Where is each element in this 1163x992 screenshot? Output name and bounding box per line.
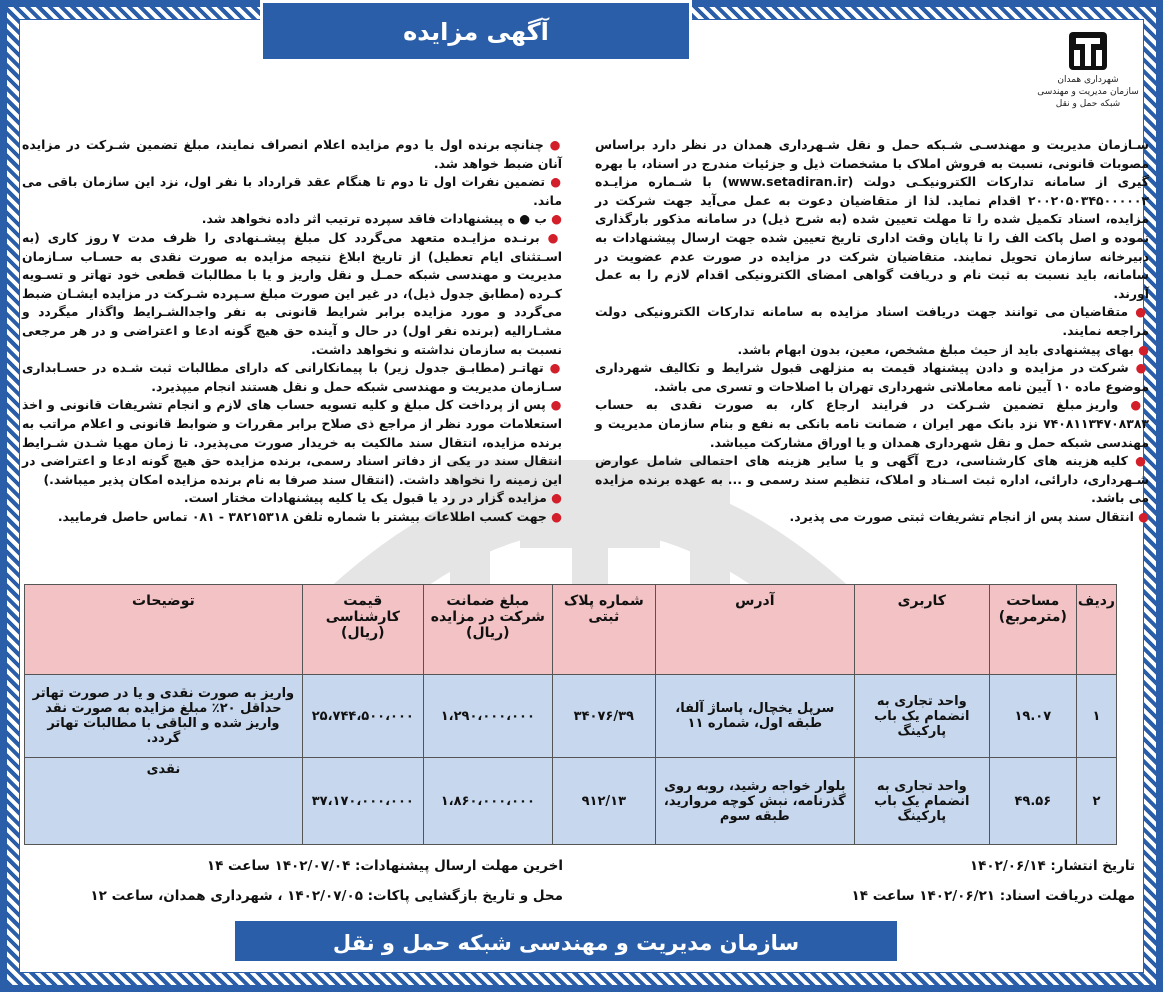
cell-usage: واحد تجاری به انضمام یک باب پارکینگ xyxy=(854,758,989,845)
bullet-icon: ● xyxy=(1128,304,1149,320)
condition-paragraph xyxy=(22,489,562,508)
bullet-icon: ● xyxy=(1128,360,1149,376)
conditions-right-column xyxy=(595,136,1149,526)
bullet-icon: ● xyxy=(1127,453,1149,469)
bullet-icon: ● xyxy=(545,174,562,190)
cell-address: سرپل یخچال، پاساژ آلفا، طبقه اول، شماره ۱۱ xyxy=(655,675,854,758)
condition-text: چنانچه برنده اول یا دوم مزایده اعلام انصراف نمایند، مبلغ تضمین شـرکت در مزایده آنان ضبط خواهد شد. xyxy=(22,137,562,171)
bullet-icon: ● xyxy=(1133,508,1149,524)
condition-paragraph xyxy=(22,229,562,359)
col-header-address: آدرس xyxy=(655,585,854,675)
condition-text: واریز مبلغ تضمین شـرکت در فرایند ارجاع کار، به صورت نقدی به حساب ۷۴۰۸۱۱۳۴۷۰۸۳۸۳ نزد بانک مهر ایران ، ضمانت نامه بانکی به نفع و بنام سازمان مدیریت و مهندسی شبکه حمل و نقل شهرداری همدان و یا اوراق مشارکت میباشد. xyxy=(595,397,1149,450)
condition-paragraph xyxy=(22,508,562,527)
conditions-left-column xyxy=(22,136,562,526)
auction-table xyxy=(24,584,1117,845)
condition-text: تضمین نفرات اول تا دوم تا هنگام عقد قرارداد با نفر اول، نزد این سازمان باقی می ماند. xyxy=(22,174,562,208)
table-header-row xyxy=(25,585,1117,675)
condition-text: کلیه هزینه های کارشناسی، درج آگهی و یا سایر هزینه های احتمالی شامل عوارض شـهرداری، دارائی، اداره ثبت اسـناد و املاک، تنظیم سند رسمی و ... به عهده برنده مزایده می باشد. xyxy=(595,453,1149,506)
bullet-icon: ● xyxy=(546,211,562,227)
cell-row-number: ۲ xyxy=(1076,758,1116,845)
bullet-icon: ● xyxy=(1133,341,1149,357)
cell-price: ۳۷،۱۷۰،۰۰۰،۰۰۰ xyxy=(302,758,423,845)
col-header-price: قیمت کارشناسی (ریال) xyxy=(302,585,423,675)
cell-plate: ۹۱۲/۱۳ xyxy=(552,758,655,845)
condition-text: شرکت در مزایده و دادن پیشنهاد قیمت به منزلهی قبول شرایط و تکالیف شهرداری موضوع ماده ۱۰ آیین نامه معاملاتی شهرداری تهران با اصلاحات و تسری می باشد. xyxy=(595,360,1149,394)
condition-paragraph xyxy=(595,452,1149,508)
condition-paragraph xyxy=(595,341,1149,360)
logo-city: شهرداری همدان xyxy=(1057,75,1119,85)
condition-paragraph xyxy=(595,303,1149,340)
table-row xyxy=(25,758,1117,845)
condition-text: جهت کسب اطلاعات بیشتر با شماره تلفن ۳۸۲۱۵۳۱۸ - ۰۸۱ تماس حاصل فرمایید. xyxy=(57,508,547,524)
col-header-row-number: ردیف xyxy=(1076,585,1116,675)
cell-price: ۲۵،۷۴۴،۵۰۰،۰۰۰ xyxy=(302,675,423,758)
cell-usage: واحد تجاری به انضمام یک باب پارکینگ xyxy=(854,675,989,758)
condition-text: متقاضیان می توانند جهت دریافت اسناد مزایده به سامانه تدارکات الکترونیکی دولت مراجعه نمایند. xyxy=(595,304,1149,338)
condition-paragraph xyxy=(595,359,1149,396)
bullet-icon: ● xyxy=(546,490,562,506)
cell-guarantee: ۱،۲۹۰،۰۰۰،۰۰۰ xyxy=(423,675,552,758)
condition-text: برنـده مزایـده متعهد می‌گردد کل مبلغ پیشـنهادی را ظرف مدت ۷ روز کاری (به اسـتثنای ایام تعطیل) از تاریخ ابلاغ نتیجه مزایده به صورت نقدی به حسـاب سـازمان مدیریت و مهندسی شبکه حمـل و نقل واریز و یا با مطالبات قطعی خود تهاتر و تسـویه کـرده (مطابق جدول ذیل)، در غیر این صورت مبلغ سـپرده شـرکت در مزایده ایشـان ضبط می‌گردد و مورد مزایده برابر شرایط قانونی به نفر واجدالشـرایط واگذار میگردد و مشـارالیه (برنده نفر اول) در حال و آینده حق هیچ گونه ادعا و اعتراضی و در هر مرجعی نسبت به سازمان نداشته و نخواهد داشت. xyxy=(22,229,562,357)
bullet-icon: ● xyxy=(1118,397,1149,413)
condition-text: مزایده گزار در رد یا قبول یک یا کلیه پیشنهادات مختار است. xyxy=(183,490,547,506)
condition-paragraph xyxy=(595,396,1149,452)
condition-paragraph xyxy=(595,508,1149,527)
bullet-icon: ● xyxy=(543,137,562,152)
cell-plate: ۳۴۰۷۶/۳۹ xyxy=(552,675,655,758)
municipality-emblem-icon xyxy=(1065,28,1111,74)
bullet-icon: ● xyxy=(545,397,562,413)
cell-guarantee: ۱،۸۶۰،۰۰۰،۰۰۰ xyxy=(423,758,552,845)
col-header-notes: توضیحات xyxy=(25,585,303,675)
cell-notes: نقدی xyxy=(25,758,303,845)
condition-paragraph xyxy=(22,210,562,229)
bullet-icon: ● xyxy=(539,229,562,245)
documents-deadline: مهلت دریافت اسناد: ۱۴۰۲/۰۶/۲۱ ساعت ۱۴ xyxy=(851,888,1135,904)
condition-text: پس از پرداخت کل مبلغ و کلیه تسویه حساب های لازم و انجام تشریفات قانونی و اخذ استعلامات مورد نظر از مراجع ذی صلاح برابر مقررات و ضوابط قانونی و اعلام مراتب به برنده مزایده، انتقال سند مالکیت به خریدار صورت می‌پذیرد. تا زمان مهیا شـدن شـرایط انتقال سند در یکی از دفاتر اسناد رسمی، برنده مزایده حق هیچ گونه ادعا و اعتراضی در این زمینه را نخواهد داشت. (انتقال سند صرفا به نام برنده مزایده امکان پذیر میباشد.) xyxy=(22,397,562,487)
organization-band: سازمان مدیریت و مهندسی شبکه حمل و نقل xyxy=(232,918,900,964)
logo-org-line2: شبکه حمل و نقل xyxy=(1055,99,1121,109)
col-header-guarantee: مبلغ ضمانت شرکت در مزایده (ریال) xyxy=(423,585,552,675)
cell-address: بلوار خواجه رشید، روبه روی گذرنامه، نبش کوچه مروارید، طبقه سوم xyxy=(655,758,854,845)
condition-paragraph xyxy=(595,136,1149,303)
cell-area: ۴۹.۵۶ xyxy=(989,758,1076,845)
bullet-icon: ● xyxy=(543,360,562,376)
submission-deadline: اخرین مهلت ارسال پیشنهادات: ۱۴۰۲/۰۷/۰۴ ساعت ۱۴ xyxy=(206,858,563,874)
col-header-usage: کاربری xyxy=(854,585,989,675)
cell-notes: واریز به صورت نقدی و یا در صورت تهاتر حداقل ۲۰٪ مبلغ مزایده به صورت نقد واریز شده و الباقی با مطالبات تهاتر گردد. xyxy=(25,675,303,758)
col-header-area: مساحت (مترمربع) xyxy=(989,585,1076,675)
page-title: آگهی مزایده xyxy=(260,0,692,62)
logo-org-line1: سازمان مدیریت و مهندسی xyxy=(1037,87,1139,97)
publish-date: تاریخ انتشار: ۱۴۰۲/۰۶/۱۴ xyxy=(969,858,1135,874)
organization-logo xyxy=(1023,28,1153,110)
cell-row-number: ۱ xyxy=(1076,675,1116,758)
condition-paragraph xyxy=(22,173,562,210)
cell-area: ۱۹.۰۷ xyxy=(989,675,1076,758)
opening-info: محل و تاریخ بازگشایی پاکات: ۱۴۰۲/۰۷/۰۵ ، شهرداری همدان، ساعت ۱۲ xyxy=(90,888,563,904)
condition-text: بهای پیشنهادی باید از حیث مبلغ مشخص، معین، بدون ابهام باشد. xyxy=(737,341,1134,357)
condition-paragraph xyxy=(22,396,562,489)
condition-text: سـازمان مدیریت و مهندسـی شـبکه حمل و نقل شـهرداری همدان در نظر دارد براساس مصوبات قانونی، نسبت به فروش املاک با مشخصات ذیل و جزئیات مندرج در اسناد، با بهره گیری از سامانه تدارکات الکترونیکـی دولت (www.setadiran.ir) با شـماره مزایـده ۲۰۰۲۰۵۰۳۴۵۰۰۰۰۰۳ اقدام نماید. لذا از متقاضیان دعوت به عمل می‌آید جهت شرکت در مزایده، اسناد تکمیل شده را تا مهلت تعیین شده (به شرح ذیل) در سامانه مذکور بارگذاری نموده و اصل پاکت الف را تا پایان وقت اداری تاریخ تعیین شده جهت ارسال پیشنهادات به دبیرخانه سازمان تحویل نمایند. متقاضیان شرکت در مزایده در صورت عدم عضویت در سامانه، باید نسبت به ثبت نام و دریافت گواهی امضای الکترونیکی اقدام لازم را به عمل آورند. xyxy=(595,137,1149,301)
col-header-plate: شماره پلاک ثبتی xyxy=(552,585,655,675)
bullet-icon: ● xyxy=(546,508,562,524)
condition-paragraph xyxy=(22,359,562,396)
condition-paragraph xyxy=(22,136,562,173)
condition-text: ب ● ه پیشنهادات فاقد سپرده ترتیب اثر داده نخواهد شد. xyxy=(201,211,547,227)
table-row xyxy=(25,675,1117,758)
condition-text: انتقال سند پس از انجام تشریفات ثبتی صورت می پذیرد. xyxy=(789,508,1134,524)
condition-text: تهاتـر (مطابـق جدول زیر) با پیمانکارانی که دارای مطالبات ثبت شـده در حسـابداری سـازمان مدیریت و مهندسی شبکه حمل و نقل هستند انجام میپذیرد. xyxy=(22,360,562,394)
